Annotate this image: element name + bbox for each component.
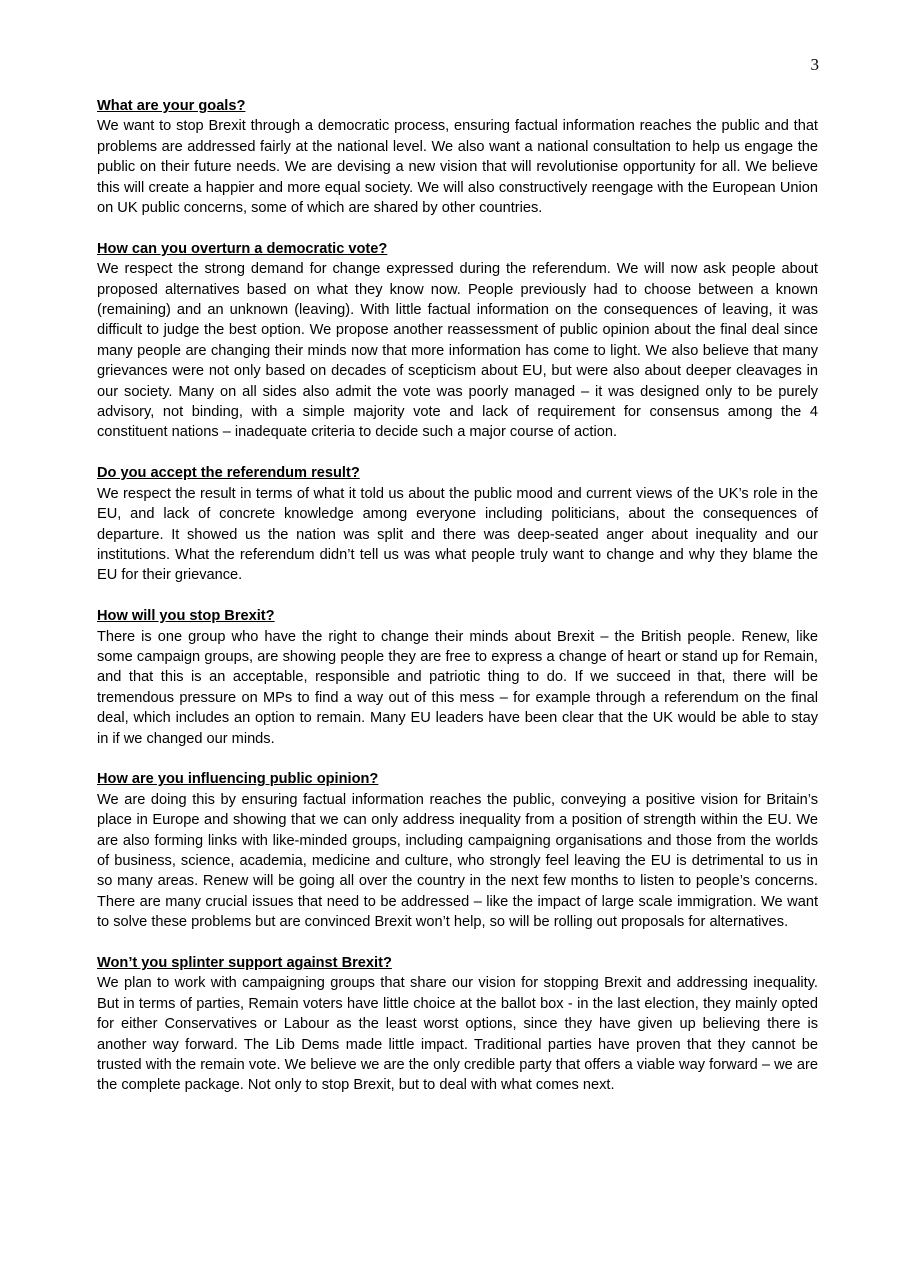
faq-answer: We are doing this by ensuring factual information reaches the public, conveying a positive vision for Britain’s place in Europe and showing that we can only address inequality from a position of strength within the EU. We are also forming links with like-minded groups, including campaigning organisations and those from the worlds of business, science, academia, medicine and culture, who strongly feel leaving the EU is detrimental to us in so many areas. Renew will be going all over the country in the next few months to listen to people’s concerns. There are many crucial issues that need to be addressed – like the impact of large scale immigration. We want to solve these problems but are convinced Brexit won’t help, so will be rolling out proposals for alternatives.	[97, 791, 818, 931]
page-number: 3	[810, 55, 819, 74]
faq-question: Won’t you splinter support against Brexit?	[97, 954, 392, 971]
faq-question: How will you stop Brexit?	[97, 608, 275, 625]
faq-answer: We want to stop Brexit through a democratic process, ensuring factual information reaches the public and that problems are addressed fairly at the national level. We also want a national consultation to help us engage the public on their future needs. We are devising a new vision that will revolutionise opportunity for all. We believe this will create a happier and more equal society. We will also constructively reengage with the European Union on UK public concerns, some of which are shared by other countries.	[97, 118, 818, 217]
faq-question: Do you accept the referendum result?	[97, 465, 360, 482]
faq-section-overturn-vote	[97, 239, 818, 443]
faq-section-stop-brexit	[97, 606, 818, 749]
faq-section-accept-result	[97, 463, 818, 585]
faq-question: How can you overturn a democratic vote?	[97, 240, 388, 257]
faq-content	[97, 96, 818, 1116]
faq-section-splinter-support	[97, 953, 818, 1096]
faq-section-goals	[97, 96, 818, 218]
faq-answer: We plan to work with campaigning groups that share our vision for stopping Brexit and addressing inequality. But in terms of parties, Remain voters have little choice at the ballot box - in the last election, they mainly opted for either Conservatives or Labour as the least worst options, since they have given up believing there is another way forward. The Lib Dems made little impact. Traditional parties have proven that they cannot be trusted with the remain vote. We believe we are the only credible party that offers a viable way forward – we are the complete package. Not only to stop Brexit, but to deal with what comes next.	[97, 975, 818, 1094]
faq-question: What are your goals?	[97, 98, 246, 114]
faq-answer: We respect the result in terms of what it told us about the public mood and current views of the UK’s role in the EU, and lack of concrete knowledge among everyone including politicians, about the consequences of departure. It showed us the nation was split and there was deep-seated anger about inequality and our institutions. What the referendum didn’t tell us was what people truly want to change and why they blame the EU for their grievance.	[97, 485, 818, 584]
faq-answer: There is one group who have the right to change their minds about Brexit – the British people. Renew, like some campaign groups, are showing people they are free to express a change of heart or stand up for Remain, and that this is an acceptable, responsible and patriotic thing to do. If we succeed in that, there will be tremendous pressure on MPs to find a way out of this mess – for example through a referendum on the final deal, which includes an option to remain. Many EU leaders have been clear that the UK would be able to stay in if we changed our minds.	[97, 628, 818, 747]
faq-answer: We respect the strong demand for change expressed during the referendum. We will now ask people about proposed alternatives based on what they know now. People previously had to choose between a known (remaining) and an unknown (leaving). With little factual information on the consequences of leaving, it was difficult to judge the best option. We propose another reassessment of public opinion about the final deal since many people are changing their minds now that more information has come to light. We also believe that many grievances were not only based on decades of scepticism about EU, but were also about deeper cleavages in our society. Many on all sides also admit the vote was poorly managed – it was designed only to be purely advisory, not binding, with a simple majority vote and lack of requirement for consensus among the 4 constituent nations – inadequate criteria to decide such a major course of action.	[97, 261, 818, 441]
faq-question: How are you influencing public opinion?	[97, 771, 379, 788]
faq-section-public-opinion	[97, 769, 818, 932]
